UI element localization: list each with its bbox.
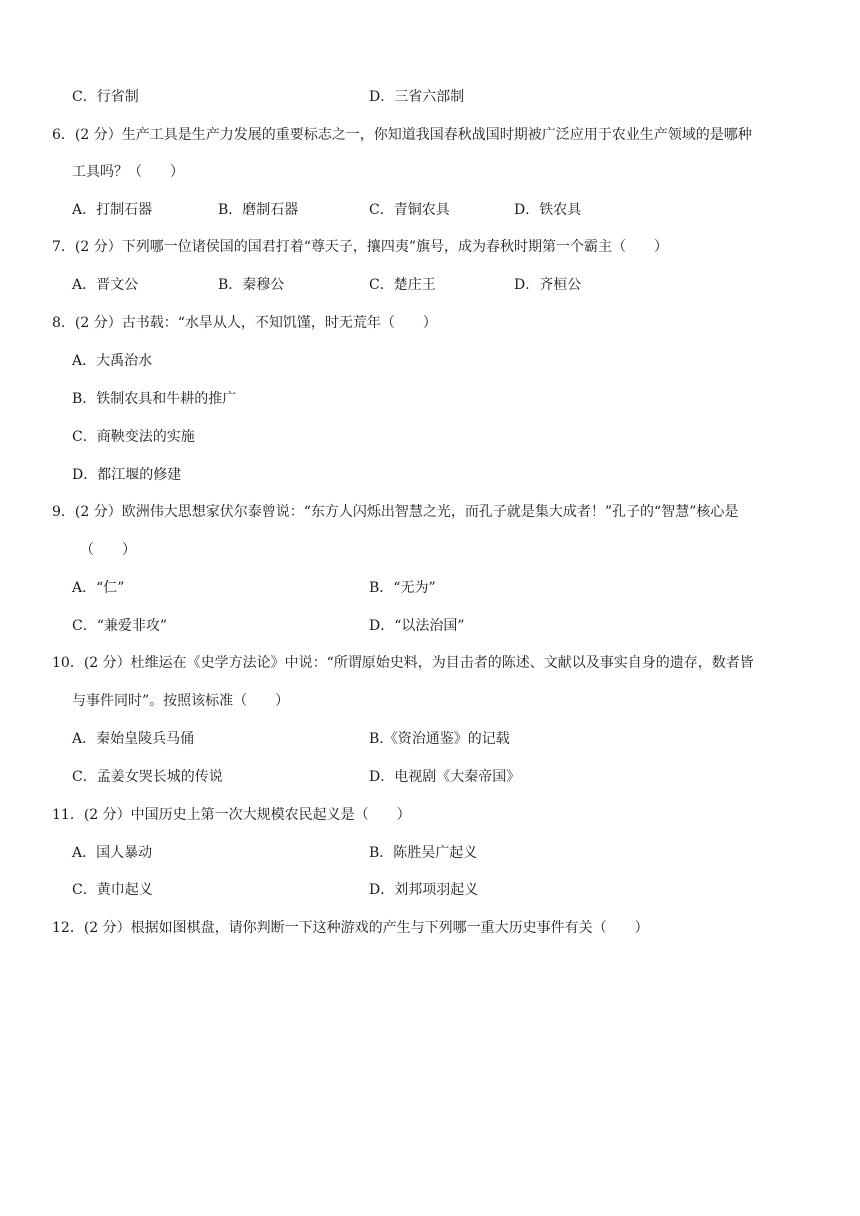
q8-option-d[interactable]: D．都江堰的修建 xyxy=(72,467,182,483)
question-7-stem: 7．(2 分）下列哪一位诸侯国的国君打着“尊天子，攘四夷”旗号，成为春秋时期第一个霸主（ ） xyxy=(52,239,669,255)
question-10-stem: 10．(2 分）杜维运在《史学方法论》中说：“所谓原始史料，为目击者的陈述、文献以及事实自身的遗存，数者皆 xyxy=(52,655,754,671)
q8-option-c[interactable]: C．商鞅变法的实施 xyxy=(72,429,195,445)
question-6-stem: 6．(2 分）生产工具是生产力发展的重要标志之一，你知道我国春秋战国时期被广泛应用于农业生产领域的是哪种 xyxy=(52,127,752,143)
q5-option-d[interactable]: D．三省六部制 xyxy=(369,89,465,105)
question-12-stem: 12．(2 分）根据如图棋盘，请你判断一下这种游戏的产生与下列哪一重大历史事件有关（ ） xyxy=(52,920,649,936)
q9-option-d[interactable]: D．“以法治国” xyxy=(369,618,465,634)
q9-option-a[interactable]: A．“仁” xyxy=(72,580,125,596)
q6-option-a[interactable]: A．打制石器 xyxy=(72,202,153,218)
question-9-stem: 9．(2 分）欧洲伟大思想家伏尔泰曾说：“东方人闪烁出智慧之光，而孔子就是集大成者！”孔子的“智慧”核心是 xyxy=(52,504,739,520)
q9-option-b[interactable]: B．“无为” xyxy=(369,580,436,596)
q8-option-a[interactable]: A．大禹治水 xyxy=(72,353,153,369)
q11-option-c[interactable]: C．黄巾起义 xyxy=(72,882,153,898)
q11-option-d[interactable]: D．刘邦项羽起义 xyxy=(369,882,479,898)
q8-option-b[interactable]: B．铁制农具和牛耕的推广 xyxy=(72,391,237,407)
q9-option-c[interactable]: C．“兼爱非攻” xyxy=(72,618,168,634)
q6-option-c[interactable]: C．青铜农具 xyxy=(369,202,450,218)
q10-option-c[interactable]: C．孟姜女哭长城的传说 xyxy=(72,769,223,785)
q7-option-c[interactable]: C．楚庄王 xyxy=(369,277,436,293)
q7-option-a[interactable]: A．晋文公 xyxy=(72,277,139,293)
q10-option-b[interactable]: B.《资治通鉴》的记载 xyxy=(369,731,510,747)
q7-option-d[interactable]: D．齐桓公 xyxy=(514,277,582,293)
question-9-stem-cont: （ ） xyxy=(80,542,136,558)
q5-option-c[interactable]: C．行省制 xyxy=(72,89,139,105)
question-8-stem: 8．(2 分）古书载：“水旱从人，不知饥馑，时无荒年（ ） xyxy=(52,315,437,331)
q6-option-b[interactable]: B．磨制石器 xyxy=(218,202,299,218)
question-10-stem-cont: 与事件同时”。按照该标准（ ） xyxy=(72,693,290,709)
question-6-stem-cont: 工具吗？（ ） xyxy=(72,164,184,180)
q11-option-b[interactable]: B．陈胜吴广起义 xyxy=(369,845,478,861)
q10-option-d[interactable]: D．电视剧《大秦帝国》 xyxy=(369,769,521,785)
question-11-stem: 11．(2 分）中国历史上第一次大规模农民起义是（ ） xyxy=(52,807,411,823)
q7-option-b[interactable]: B．秦穆公 xyxy=(218,277,285,293)
q10-option-a[interactable]: A．秦始皇陵兵马俑 xyxy=(72,731,195,747)
q11-option-a[interactable]: A．国人暴动 xyxy=(72,845,153,861)
q6-option-d[interactable]: D．铁农具 xyxy=(514,202,582,218)
